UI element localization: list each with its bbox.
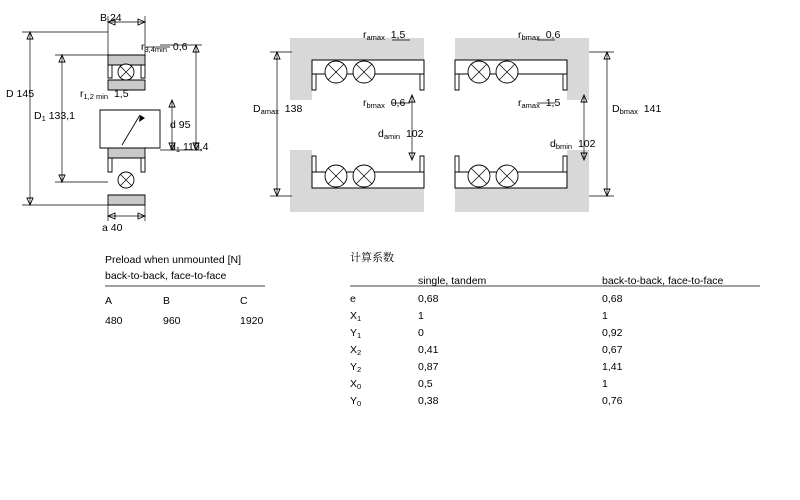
label-Dbmax: $D_{bmax}$ 141 — [612, 103, 662, 116]
label-rbmax-top-right: $r_{bmax}$ 0,6 — [518, 29, 561, 42]
factors-row-back-face: 1 — [602, 310, 608, 322]
label-a: a 40 — [102, 222, 123, 234]
label-D: D 145 — [6, 88, 35, 100]
factors-row-single-tandem: 0,68 — [418, 293, 439, 305]
preload-header-A: A — [105, 295, 113, 307]
preload-header-B: B — [163, 295, 171, 307]
preload-value-B: 960 — [163, 315, 181, 327]
label-d: d 95 — [170, 119, 191, 131]
factors-row-single-tandem: 1 — [418, 310, 424, 322]
factors-row-symbol: $Y_0$ — [350, 395, 362, 408]
label-d1: $d_1$ 110,4 — [170, 141, 209, 154]
factors-row-symbol: $X_2$ — [350, 344, 362, 357]
factors-row-back-face: 1,41 — [602, 361, 623, 373]
factors-row-symbol: $X_0$ — [350, 378, 362, 391]
factors-row-symbol: $Y_1$ — [350, 327, 362, 340]
factors-row-single-tandem: 0,41 — [418, 344, 439, 356]
label-ramax-top-left: $r_{amax}$ 1,5 — [363, 29, 406, 42]
right-mounting-dimensions-view — [270, 38, 614, 212]
preload-value-C: 1920 — [240, 315, 264, 327]
factors-row-back-face: 0,76 — [602, 395, 623, 407]
preload-header-C: C — [240, 295, 248, 307]
preload-table-subtitle: back-to-back, face-to-face — [105, 270, 227, 282]
label-damin: $d_{amin}$ 102 — [378, 128, 424, 141]
label-r12min: $r_{1,2 min}$ 1,5 — [80, 88, 129, 101]
preload-table-title: Preload when unmounted [N] — [105, 254, 242, 266]
factors-row-single-tandem: 0 — [418, 327, 424, 339]
factors-row-symbol: e — [350, 293, 356, 305]
label-Damax: $D_{amax}$ 138 — [253, 103, 303, 116]
factors-row-single-tandem: 0,87 — [418, 361, 439, 373]
factors-row-single-tandem: 0,38 — [418, 395, 439, 407]
label-B: B 24 — [100, 12, 122, 24]
label-rbmax-mid: $r_{bmax}$ 0,6 — [363, 97, 406, 110]
factors-row-symbol: $X_1$ — [350, 310, 362, 323]
factors-table-title: 计算系数 — [350, 252, 394, 264]
factors-row-back-face: 0,92 — [602, 327, 623, 339]
preload-value-A: 480 — [105, 315, 123, 327]
factors-row-symbol: $Y_2$ — [350, 361, 362, 374]
factors-row-back-face: 1 — [602, 378, 608, 390]
label-dbmin: $d_{bmin}$ 102 — [550, 138, 596, 151]
factors-row-single-tandem: 0,5 — [418, 378, 433, 390]
label-ramax-mid: $r_{amax}$ 1,5 — [518, 97, 561, 110]
factors-col-header-single-tandem: single, tandem — [418, 275, 487, 287]
label-D1: $D_1$ 133,1 — [34, 110, 75, 123]
factors-row-back-face: 0,67 — [602, 344, 623, 356]
factors-col-header-back-face: back-to-back, face-to-face — [602, 275, 724, 287]
label-r34min: $r_{3,4min}$ 0,6 — [141, 41, 188, 54]
factors-row-back-face: 0,68 — [602, 293, 623, 305]
